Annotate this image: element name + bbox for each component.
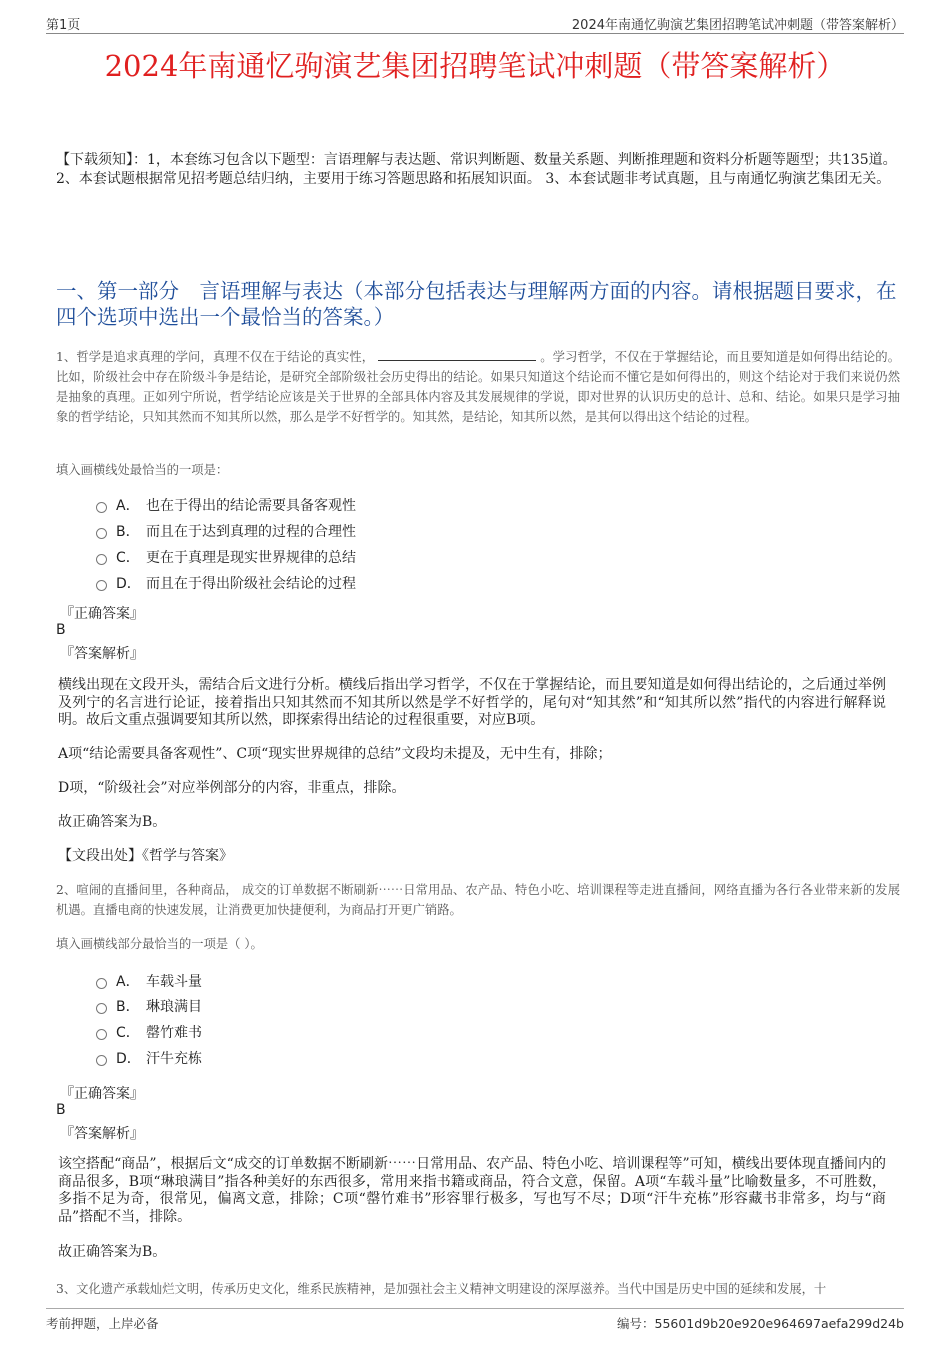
option-letter: D． xyxy=(116,576,141,592)
download-notice: 【下载须知】：1，本套练习包含以下题型：言语理解与表达题、常识判断题、数量关系题、判断推理题和资料分析题等题型；共135道。 2、本套试题根据常见招考题总结归纳，主要用于练习答题思路和拓展知识面。 3、本套试题非考试真题，且与南通忆驹演艺集团无关。 xyxy=(56,152,897,187)
question-1-option-b[interactable] xyxy=(96,520,356,542)
radio-icon[interactable] xyxy=(96,528,107,539)
question-1-option-c[interactable] xyxy=(96,546,356,568)
option-letter: A． xyxy=(116,498,140,514)
question-1-answer: B xyxy=(56,622,66,638)
option-letter: D． xyxy=(116,1051,141,1067)
option-text: 车载斗量 xyxy=(146,974,202,990)
radio-icon[interactable] xyxy=(96,502,107,513)
question-2-stem: 2、喧闹的直播间里，各种商品， 成交的订单数据不断刷新⋯⋯日常用品、农产品、特色小吃、培训课程等走进直播间，网络直播为各行各业带来新的发展机遇。直播电商的快速发展，让消费更加快捷便利，为商品打开更广销路。 xyxy=(56,883,900,917)
footer-divider xyxy=(46,1308,904,1309)
question-1-analysis-1: 横线出现在文段开头，需结合后文进行分析。横线后指出学习哲学，不仅在于掌握结论，而且要知道是如何得出结论的，之后通过举例及列宁的名言进行论证，接着指出只知其然而不知其所以然是学不好哲学的，尾句对“知其然”和“知其所以然”指代的内容进行解释说明。故后文重点强调要知其所以然，即探索得出结论的过程很重要，对应B项。 xyxy=(58,677,886,728)
page-number: 第1页 xyxy=(46,18,81,33)
option-letter: C． xyxy=(116,1025,140,1041)
radio-icon[interactable] xyxy=(96,1003,107,1014)
question-2-analysis-2: 故正确答案为B。 xyxy=(58,1244,167,1260)
question-1-analysis-3: D项，“阶级社会”对应举例部分的内容，非重点，排除。 xyxy=(58,780,406,796)
question-1-source: 【文段出处】《哲学与答案》 xyxy=(58,848,233,864)
option-letter: A． xyxy=(116,974,140,990)
correct-answer-label: 『正确答案』 xyxy=(60,606,144,622)
question-2-option-b[interactable] xyxy=(96,995,202,1017)
question-1-analysis-2: A项“结论需要具备客观性”、C项“现实世界规律的总结”文段均未提及，无中生有，排除； xyxy=(58,746,612,762)
question-1-stem-before: 1、哲学是追求真理的学问，真理不仅在于结论的真实性， xyxy=(56,350,375,364)
footer-serial: 编号：55601d9b20e920e964697aefa299d24b xyxy=(617,1316,904,1331)
section-heading: 一、第一部分 言语理解与表达（本部分包括表达与理解两方面的内容。请根据题目要求，在四个选项中选出一个最恰当的答案。） xyxy=(56,279,897,329)
option-letter: B． xyxy=(116,999,140,1015)
question-1-blank xyxy=(378,348,536,361)
question-2-option-c[interactable] xyxy=(96,1021,202,1043)
radio-icon[interactable] xyxy=(96,978,107,989)
question-2-analysis-1: 该空搭配“商品”，根据后文“成交的订单数据不断刷新⋯⋯日常用品、农产品、特色小吃、培训课程等”可知，横线出要体现直播间内的商品很多，B项“琳琅满目”指各种美好的东西很多，常用来指书籍或商品，符合文意，保留。A项“车载斗量”比喻数量多，不可胜数，多指不足为奇，很常见，偏离文意，排除；C项“罄竹难书”形容罪行极多，写也写不尽；D项“汗牛充栋”形容藏书非常多，均与“商品”搭配不当，排除。 xyxy=(58,1156,886,1225)
analysis-label: 『答案解析』 xyxy=(60,1126,144,1142)
correct-answer-label: 『正确答案』 xyxy=(60,1086,144,1102)
radio-icon[interactable] xyxy=(96,580,107,591)
option-text: 而且在于达到真理的过程的合理性 xyxy=(146,524,356,540)
question-1-option-d[interactable] xyxy=(96,572,356,594)
option-text: 琳琅满目 xyxy=(146,999,202,1015)
question-2-answer: B xyxy=(56,1102,66,1118)
radio-icon[interactable] xyxy=(96,1055,107,1066)
option-text: 汗牛充栋 xyxy=(146,1051,202,1067)
header-doc-title: 2024年南通忆驹演艺集团招聘笔试冲刺题（带答案解析） xyxy=(571,18,904,33)
question-1-stem xyxy=(56,347,900,427)
question-3-stem: 3、文化遗产承载灿烂文明，传承历史文化，维系民族精神，是加强社会主义精神文明建设的深厚滋养。当代中国是历史中国的延续和发展，十 xyxy=(56,1282,827,1296)
option-letter: B． xyxy=(116,524,140,540)
option-text: 而且在于得出阶级社会结论的过程 xyxy=(146,576,356,592)
question-1-option-a[interactable] xyxy=(96,494,356,516)
question-1-analysis-4: 故正确答案为B。 xyxy=(58,814,167,830)
option-letter: C． xyxy=(116,550,140,566)
question-2-option-a[interactable] xyxy=(96,970,202,992)
question-1-stem-after: 。学习哲学，不仅在于掌握结论，而且要知道是如何得出结论的。比如，阶级社会中存在阶级斗争是结论，是研究全部阶级社会历史得出的结论。如果只知道这个结论而不懂它是如何得出的，则这个结论对于我们来说仍然是抽象的真理。正如列宁所说，哲学结论应该是关于世界的全部具体内容及其发展规律的学说，即对世界的认识历史的总计、总和、结论。如果只是学习抽象的哲学结论，只知其然而不知其所以然，那么是学不好哲学的。知其然，是结论，知其所以然，是其何以得出这个结论的过程。 xyxy=(56,350,900,424)
analysis-label: 『答案解析』 xyxy=(60,646,144,662)
header-divider xyxy=(46,33,904,34)
footer-slogan: 考前押题，上岸必备 xyxy=(46,1316,159,1331)
question-2-prompt: 填入画横线部分最恰当的一项是（ ）。 xyxy=(56,937,263,951)
question-2-option-d[interactable] xyxy=(96,1047,202,1069)
option-text: 也在于得出的结论需要具备客观性 xyxy=(146,498,356,514)
option-text: 罄竹难书 xyxy=(146,1025,202,1041)
document-title: 2024年南通忆驹演艺集团招聘笔试冲刺题（带答案解析） xyxy=(104,49,846,83)
radio-icon[interactable] xyxy=(96,554,107,565)
radio-icon[interactable] xyxy=(96,1029,107,1040)
question-1-prompt: 填入画横线处最恰当的一项是： xyxy=(56,463,229,477)
option-text: 更在于真理是现实世界规律的总结 xyxy=(146,550,356,566)
